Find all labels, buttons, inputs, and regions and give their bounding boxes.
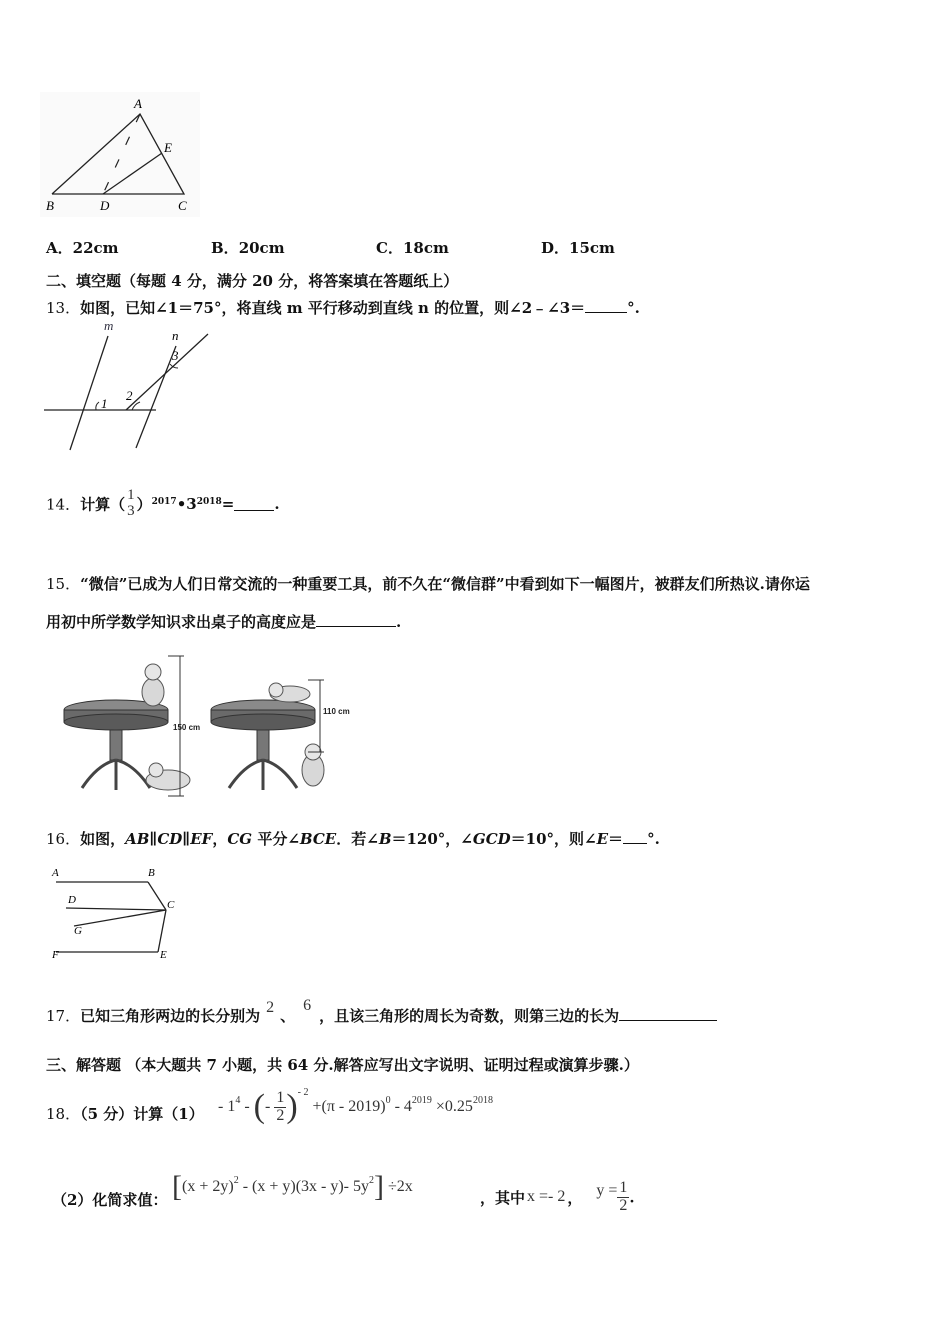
q13-answer-blank[interactable] xyxy=(585,298,627,313)
q14-answer-blank[interactable] xyxy=(234,496,274,511)
q18-expression-2: [$(x + 2y)^2 - (x + y)(3x - y)-$ $5y^2] \div 2x$ xyxy=(172,1170,413,1203)
q14-fraction: 1 3 xyxy=(127,487,135,519)
label-E: E xyxy=(160,949,167,961)
q18-part-2-label: （2）化简求值： xyxy=(52,1191,168,1209)
label-n: n xyxy=(172,328,179,343)
option-a[interactable] xyxy=(46,237,119,258)
table-cats-image xyxy=(58,652,368,802)
question-14: 14．计算（ 1 3 ）$^{2017}•3^{2018}=$ . xyxy=(46,487,280,519)
option-c[interactable] xyxy=(376,237,449,258)
label-G: G xyxy=(74,925,82,937)
label-m: m xyxy=(104,318,114,333)
question-15-line1: 15．“微信”已成为人们日常交流的一种重要工具，前不久在“微信群”中看到如下一幅图片，被群友们所热议.请你运 xyxy=(46,575,810,593)
q16-number: 16． xyxy=(46,830,81,848)
parallel-segments-figure xyxy=(46,860,186,965)
label-C: C xyxy=(178,198,187,213)
question-18-number: 18．（5 分）计算（1） xyxy=(46,1105,204,1123)
q17-number: 17． xyxy=(46,1007,81,1025)
label-C: C xyxy=(167,899,175,911)
question-16: 16．如图，AB∥CD∥EF，CG 平分∠BCE．若∠B＝120°，∠GCD＝10°，则∠E＝ °. xyxy=(46,830,660,848)
label-F: F xyxy=(52,949,59,961)
option-d[interactable] xyxy=(541,237,615,258)
label-angle-1: 1 xyxy=(101,396,108,411)
label-A: A xyxy=(52,867,59,879)
option-b-value: 20cm xyxy=(238,239,285,257)
label-angle-3: 3 xyxy=(172,348,179,363)
right-table-illustration xyxy=(211,680,350,790)
section-2-heading: 二、填空题（每题 4 分，满分 20 分，将答案填在答题纸上） xyxy=(46,272,459,290)
question-15-line2: 用初中所学数学知识求出桌子的高度应是 . xyxy=(46,613,402,631)
q14-number: 14． xyxy=(46,495,81,514)
q18-condition: ，其中 x =- 2 ， y = $\frac{1}{2}$ . xyxy=(480,1179,635,1214)
q17-answer-blank[interactable] xyxy=(619,1006,717,1021)
question-13: 13．如图，已知∠1＝75°，将直线 m 平行移动到直线 n 的位置，则∠2﹣∠3＝ °. xyxy=(46,299,640,317)
label-D: D xyxy=(100,198,110,213)
label-B: B xyxy=(46,198,54,213)
option-a-value: 22cm xyxy=(72,239,119,257)
option-d-letter: D． xyxy=(541,239,570,257)
label-A: A xyxy=(134,96,142,111)
question-17: 17．已知三角形两边的长分别为 2 、6，且该三角形的周长为奇数，则第三边的长为 xyxy=(46,1005,717,1026)
q15-answer-blank[interactable] xyxy=(316,612,396,627)
parallel-lines-figure xyxy=(44,318,219,456)
triangle-figure xyxy=(40,92,200,217)
label-E: E xyxy=(164,140,172,155)
option-b[interactable] xyxy=(211,237,285,258)
section-3-heading: 三、解答题 （本大题共 7 小题，共 64 分.解答应写出文字说明、证明过程或演算步骤.） xyxy=(46,1056,639,1074)
option-c-letter: C． xyxy=(376,239,403,257)
left-table-illustration xyxy=(64,656,200,796)
label-B: B xyxy=(148,867,155,879)
label-110cm: 110 cm xyxy=(323,707,350,716)
q13-number: 13． xyxy=(46,299,81,317)
label-D: D xyxy=(68,894,76,906)
q16-answer-blank[interactable] xyxy=(623,829,647,844)
label-150cm: 150 cm xyxy=(173,723,201,732)
option-b-letter: B． xyxy=(211,239,239,257)
option-a-letter: A． xyxy=(46,239,73,257)
option-c-value: 18cm xyxy=(402,239,449,257)
option-d-value: 15cm xyxy=(569,239,615,257)
q18-expression-1: - $1^4$ - (- $\frac{1}{2}$ )$^{- 2} +(\pi - 2019)^0 - 4^{2019} \times 0.25^{2018}$ xyxy=(218,1086,493,1125)
q15-number: 15． xyxy=(46,575,81,593)
label-angle-2: 2 xyxy=(126,388,133,403)
